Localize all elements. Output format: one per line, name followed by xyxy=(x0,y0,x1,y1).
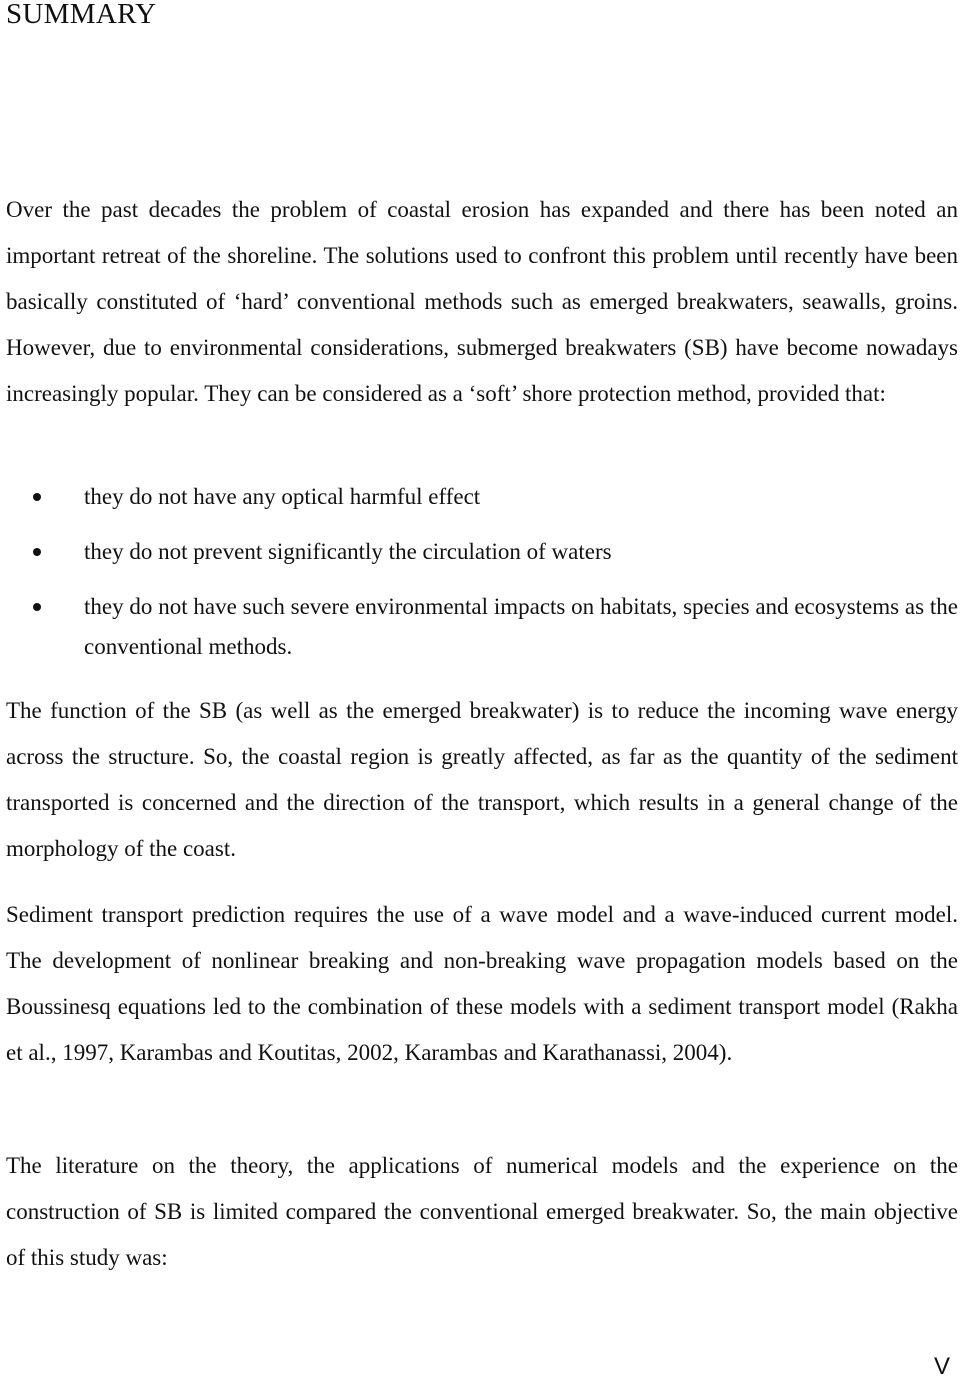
conditions-list xyxy=(6,477,958,667)
bullet-dot-icon xyxy=(33,548,41,556)
list-item-text: they do not prevent significantly the circulation of waters xyxy=(84,539,612,564)
paragraph-literature: The literature on the theory, the applications of numerical models and the experience on the construction of SB is limited compared the conventional emerged breakwater. So, the main objective of this study was: xyxy=(6,1153,958,1270)
bullet-dot-icon xyxy=(33,603,41,611)
list-item-text: they do not have such severe environmental impacts on habitats, species and ecosystems as the conventional methods. xyxy=(84,594,958,659)
list-item xyxy=(6,587,958,667)
list-item xyxy=(6,532,958,572)
paragraph-sediment-transport: Sediment transport prediction requires the use of a wave model and a wave-induced current model. The development of nonlinear breaking and non-breaking wave propagation models based on the Boussinesq equations led to the combination of these models with a sediment transport model (Rakha et al., 1997, Karambas and Koutitas, 2002, Karambas and Karathanassi, 2004). xyxy=(6,902,958,1065)
list-item xyxy=(6,477,958,517)
page-number: V xyxy=(933,1353,950,1380)
paragraph-function: The function of the SB (as well as the emerged breakwater) is to reduce the incoming wave energy across the structure. So, the coastal region is greatly affected, as far as the quantity of the sediment transported is concerned and the direction of the transport, which results in a general change of the morphology of the coast. xyxy=(6,698,958,861)
page-title: SUMMARY xyxy=(6,0,157,30)
list-item-text: they do not have any optical harmful effect xyxy=(84,484,481,509)
bullet-dot-icon xyxy=(33,493,41,501)
paragraph-intro: Over the past decades the problem of coastal erosion has expanded and there has been noted an important retreat of the shoreline. The solutions used to confront this problem until recently have been basically constituted of ‘hard’ conventional methods such as emerged breakwaters, seawalls, groins. However, due to environmental considerations, submerged breakwaters (SB) have become nowadays increasingly popular. They can be considered as a ‘soft’ shore protection method, provided that: xyxy=(6,197,958,406)
